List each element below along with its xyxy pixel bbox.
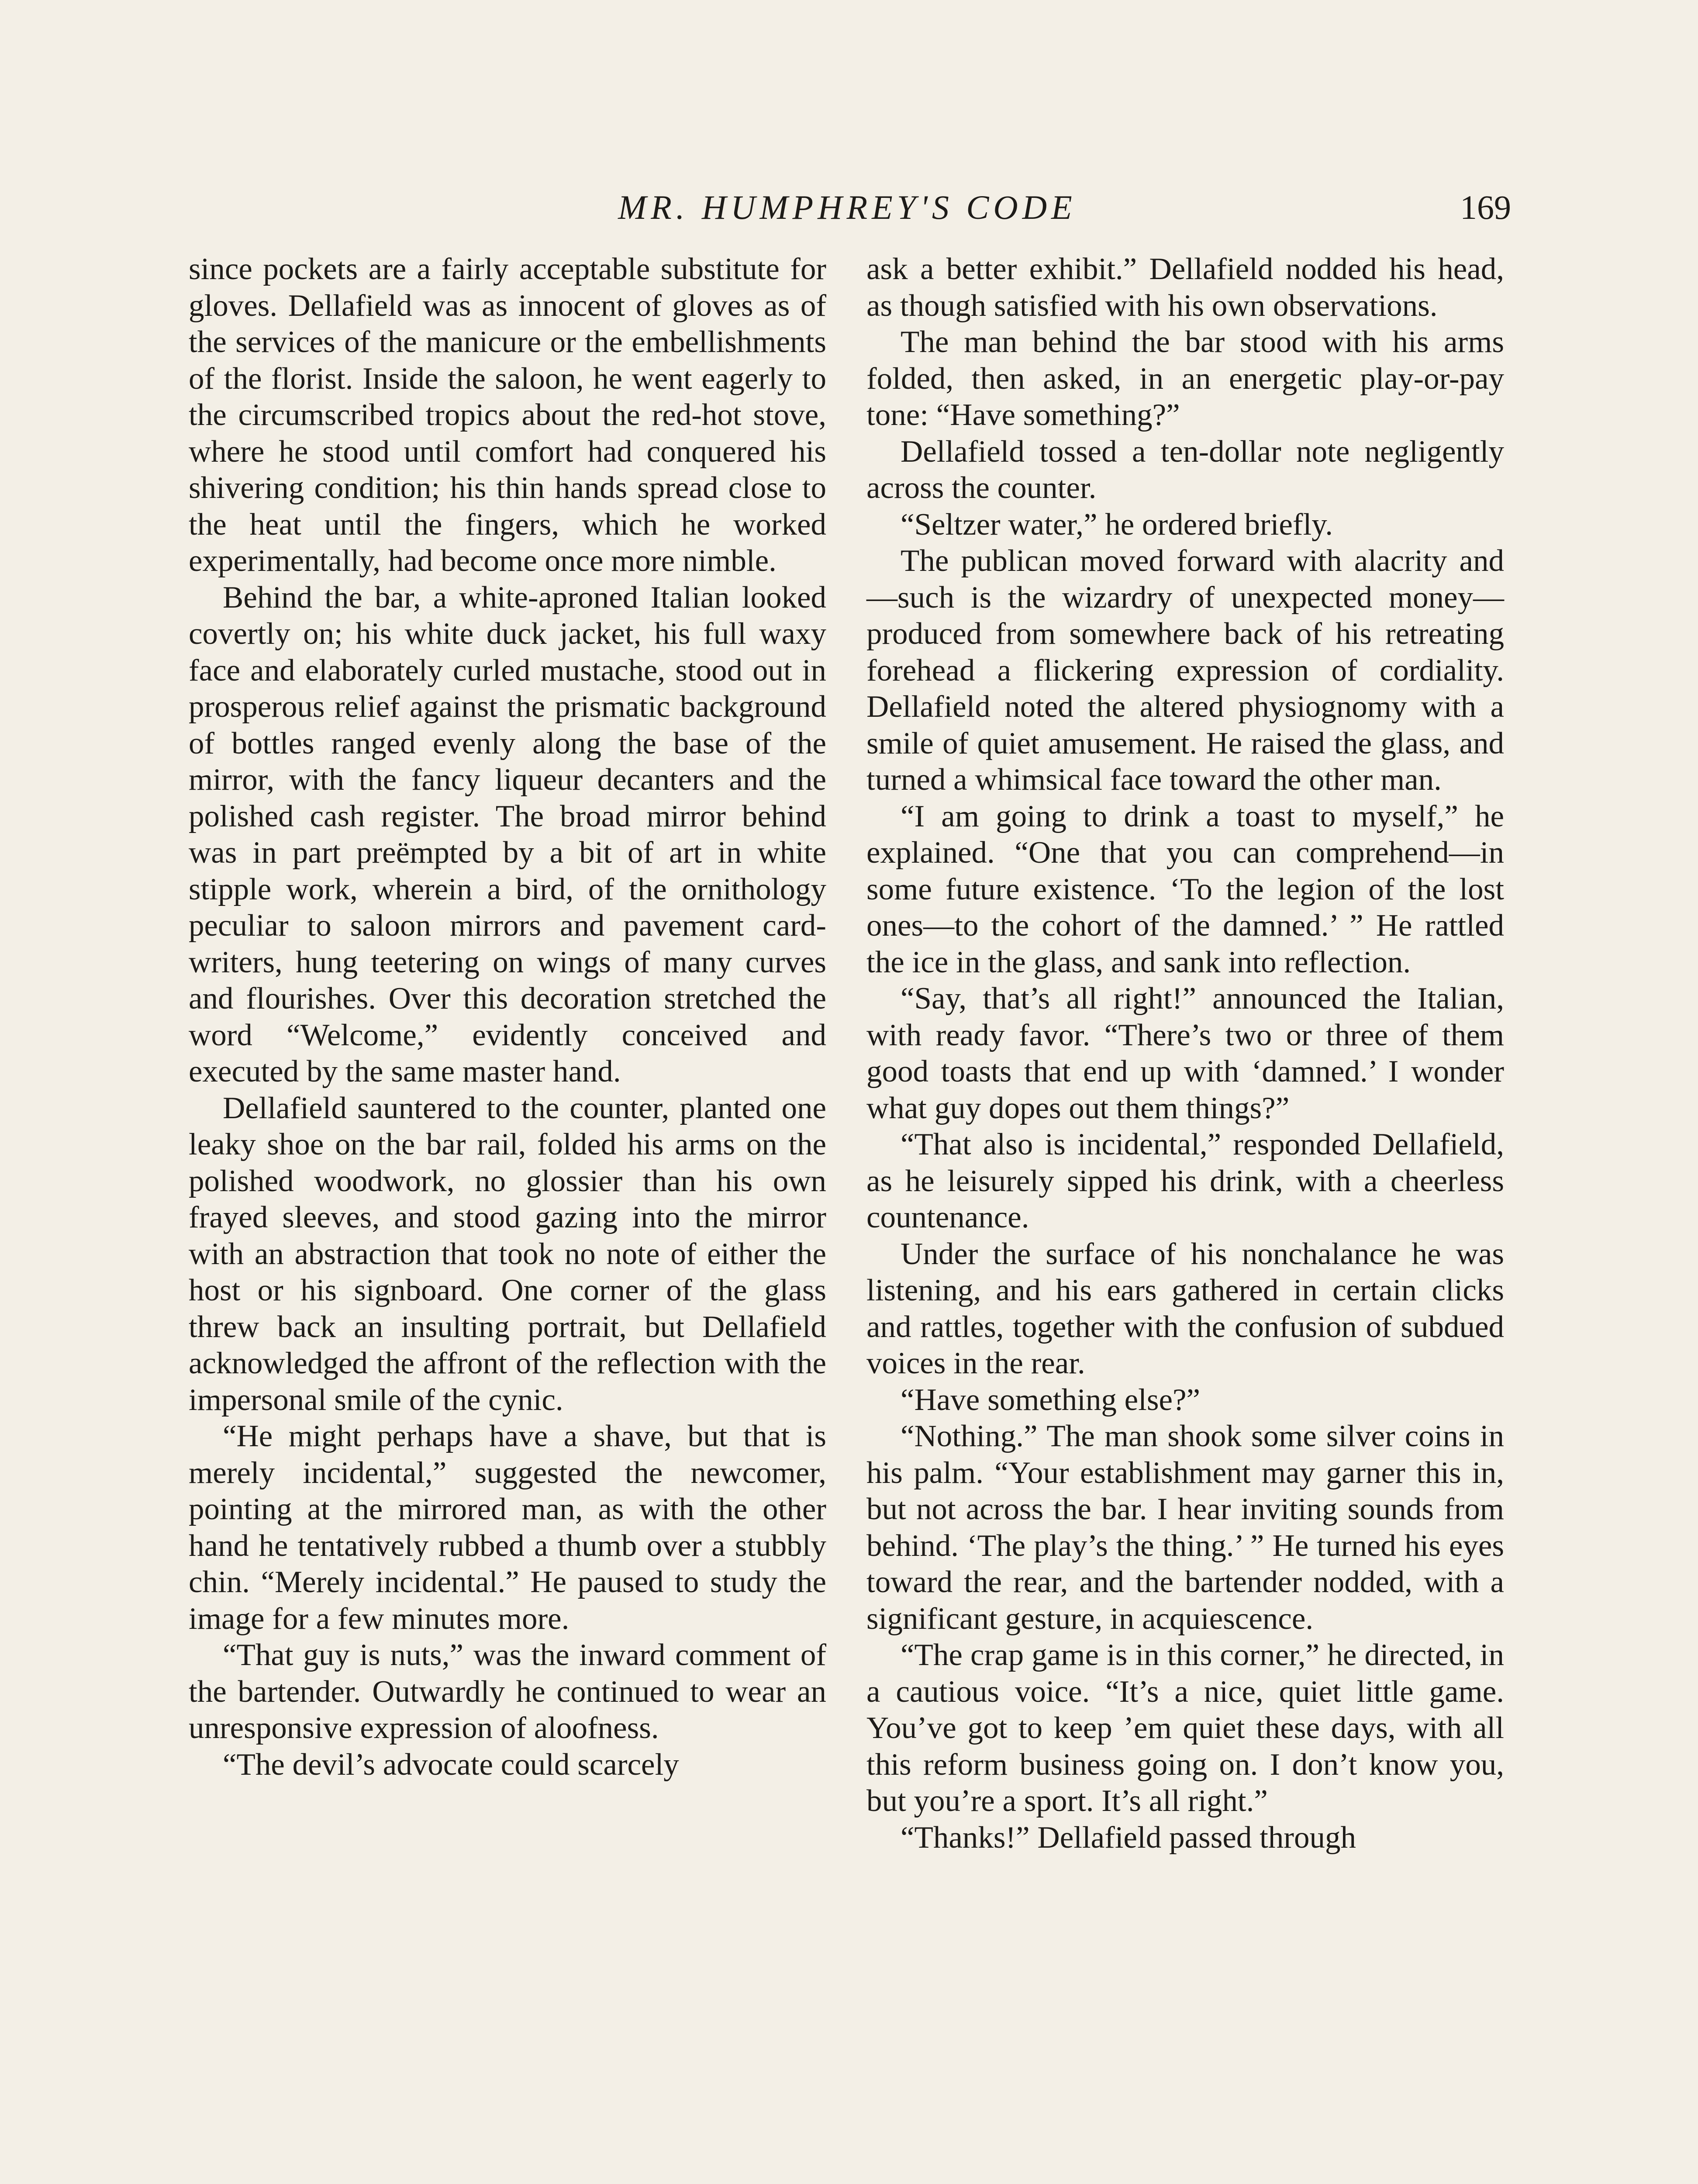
paragraph: Behind the bar, a white-aproned Italian looked covertly on; his white duck jacket, his full waxy face and elaborately curled mustache, stood out in prosperous relief against the prismatic background of bottles ranged evenly along the base of the mirror, with the fancy liqueur decanters and the polished cash register. The broad mirror behind was in part preëmpted by a bit of art in white stipple work, wherein a bird, of the ornithology peculiar to saloon mirrors and pavement card-writers, hung teetering on wings of many curves and flourishes. Over this decoration stretched the word “Welcome,” evidently conceived and executed by the same master hand. [189, 580, 826, 1089]
page-number: 169 [1460, 188, 1511, 226]
paragraph: “Nothing.” The man shook some silver coins in his palm. “Your establishment may garner this in, but not across the bar. I hear inviting sounds from behind. ‘The play’s the thing.’ ” He turned his eyes toward the rear, and the bartender nodded, with a significant gesture, in acquiescence. [866, 1419, 1504, 1636]
paragraph: Dellafield sauntered to the counter, planted one leaky shoe on the bar rail, folded his arms on the polished woodwork, no glossier than his own frayed sleeves, and stood gazing into the mirror with an abstraction that took no note of either the host or his signboard. One corner of the glass threw back an insulting portrait, but Dellafield acknowledged the affront of the reflection with the impersonal smile of the cynic. [189, 1091, 826, 1417]
paragraph: ask a better exhibit.” Dellafield nodded his head, as though satisfied with his own observations. [866, 252, 1504, 323]
paragraph: “Have something else?” [901, 1382, 1201, 1417]
paragraph: Dellafield tossed a ten-dollar note negligently across the counter. [866, 434, 1504, 505]
paragraph: “The crap game is in this corner,” he directed, in a cautious voice. “It’s a nice, quiet little game. You’ve got to keep ’em quiet these days, with all this reform business going on. I don’t know you, but you’re a sport. It’s all right.” [866, 1638, 1504, 1818]
paragraph: “That guy is nuts,” was the inward comment of the bartender. Outwardly he continued to wear an unresponsive expression of aloofness. [189, 1638, 826, 1745]
running-title: MR. HUMPHREY'S CODE [618, 188, 1077, 226]
paragraph: “The devil’s advocate could scarcely [223, 1747, 679, 1782]
paragraph: Under the surface of his nonchalance he was listening, and his ears gathered in certain clicks and rattles, together with the confusion of subdued voices in the rear. [866, 1237, 1504, 1380]
paragraph: “Say, that’s all right!” announced the Italian, with ready favor. “There’s two or three of them good toasts that end up with ‘damned.’ I wonder what guy dopes out them things?” [866, 981, 1504, 1125]
paragraph: “Thanks!” Dellafield passed through [901, 1820, 1356, 1855]
paragraph: The publican moved forward with alacrity and—such is the wizardry of unexpected money—produced from somewhere back of his retreating forehead a flickering expression of cordiality. Dellafield noted the altered physiognomy with a smile of quiet amusement. He raised the glass, and turned a whimsical face toward the other man. [866, 544, 1504, 797]
paragraph: “That also is incidental,” responded Dellafield, as he leisurely sipped his drink, with a cheerless countenance. [866, 1127, 1504, 1234]
paragraph: “I am going to drink a toast to myself,” he explained. “One that you can comprehend—in some future existence. ‘To the legion of the lost ones—to the cohort of the damned.’ ” He rattled the ice in the glass, and sank into reflection. [866, 799, 1504, 979]
paragraph: The man behind the bar stood with his arms folded, then asked, in an energetic play-or-pay tone: “Have something?” [866, 325, 1504, 432]
left-column [189, 251, 826, 1783]
paragraph: “Seltzer water,” he ordered briefly. [901, 507, 1333, 542]
right-column [866, 251, 1504, 1856]
page-header [183, 183, 1511, 232]
paragraph: “He might perhaps have a shave, but that is merely incidental,” suggested the newcomer, pointing at the mirrored man, as with the other hand he tentatively rubbed a thumb over a stubbly chin. “Merely incidental.” He paused to study the image for a few minutes more. [189, 1419, 826, 1636]
paragraph: since pockets are a fairly acceptable substitute for gloves. Dellafield was as innocent of gloves as of the services of the manicure or the embellishments of the florist. Inside the saloon, he went eagerly to the circumscribed tropics about the red-hot stove, where he stood until comfort had conquered his shivering condition; his thin hands spread close to the heat until the fingers, which he worked experimentally, had become once more nimble. [189, 252, 826, 578]
